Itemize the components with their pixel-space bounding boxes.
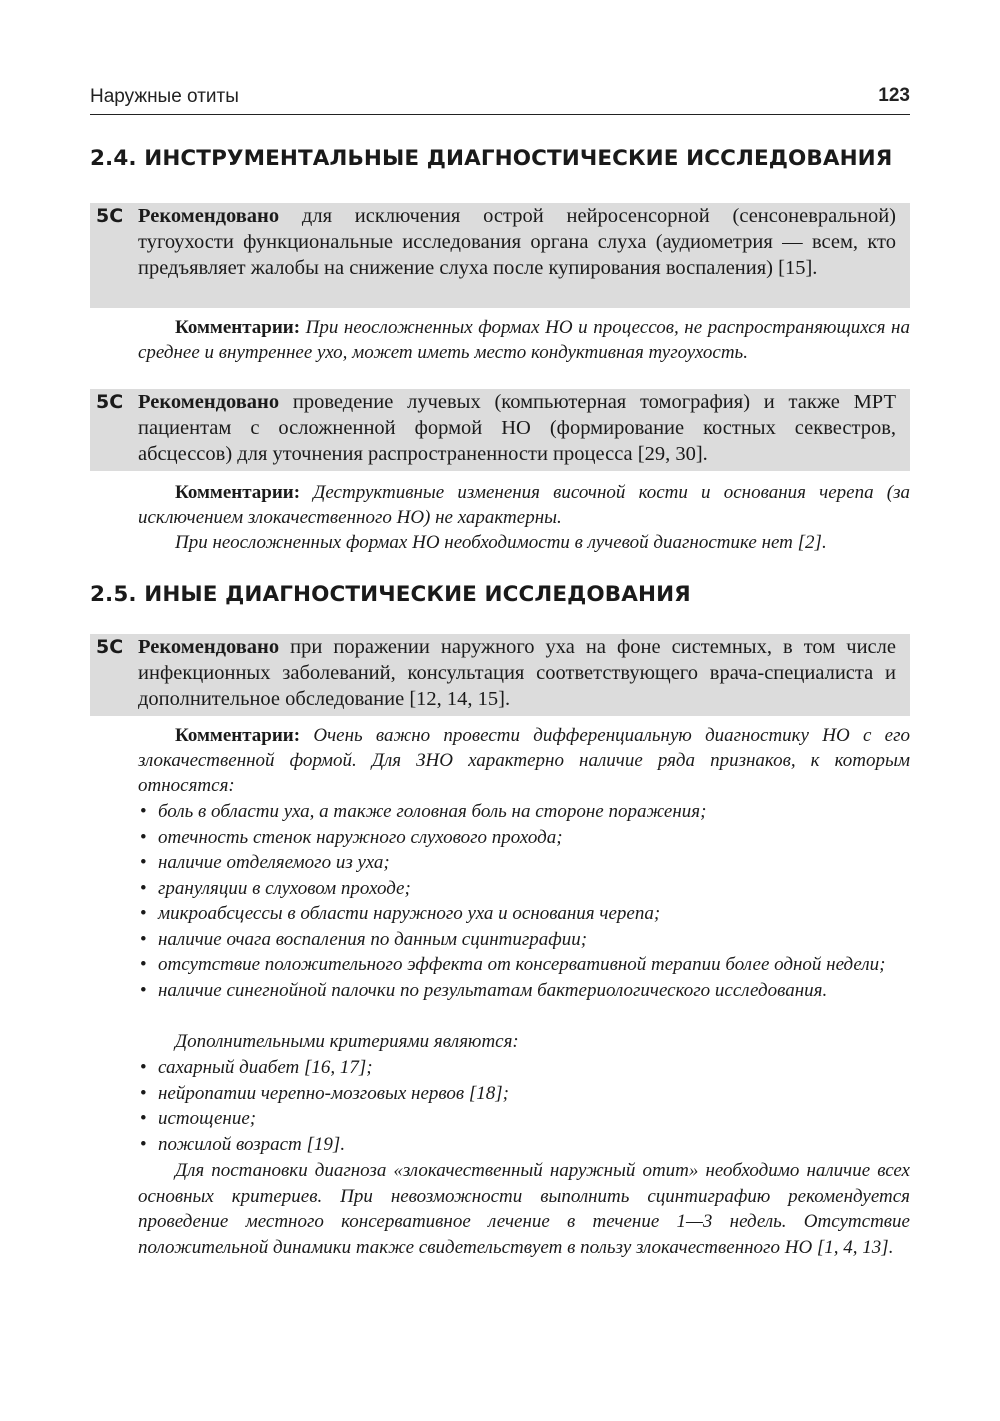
recommendation-box-1 [90,203,910,308]
page-number: 123 [878,85,910,106]
running-header [90,84,910,115]
list-item: • грануляции в слуховом проходе; [138,876,910,902]
list-item: • отечность стенок наружного слухового прохода; [138,825,910,851]
comment-body: Очень важно провести дифференциальную диагностику НО с его злокачественной формой. Для ЗНО характерно наличие ряда признаков, к которым относятся: [138,725,910,796]
list-item: • нейропатии черепно-мозговых нервов [18]; [138,1081,910,1107]
evidence-level-badge: 5C [96,391,124,413]
list-item: • истощение; [138,1106,910,1132]
list-item: • пожилой возраст [19]. [138,1132,910,1158]
recommendation-text [138,634,896,712]
list-item: • наличие отделяемого из уха; [138,850,910,876]
comment-body: При неосложненных формах НО и процессов, не распространяющихся на среднее и внутреннее ухо, может иметь место кондуктивная тугоухость. [138,317,910,363]
running-title: Наружные отиты [90,86,239,107]
list-item: • наличие очага воспаления по данным сцинтиграфии; [138,927,910,953]
section-heading-2-5: 2.5. ИНЫЕ ДИАГНОСТИЧЕСКИЕ ИССЛЕДОВАНИЯ [90,582,691,607]
section-heading-2-4: 2.4. ИНСТРУМЕНТАЛЬНЫЕ ДИАГНОСТИЧЕСКИЕ ИССЛЕДОВАНИЯ [90,146,893,171]
recommendation-text [138,203,896,281]
recommendation-body: проведение лучевых (компьютерная томография) и также МРТ пациентам с осложненной формой НО (формирование костных секвестров, абсцессов) для уточнения распространенности процесса [29, 30]. [138,391,896,465]
comment-lead: Комментарии: [175,317,301,338]
list-item: • микроабсцессы в области наружного уха и основания черепа; [138,901,910,927]
recommendation-text [138,389,896,467]
recommendation-body: для исключения острой нейросенсорной (сенсоневральной) тугоухости функциональные исследования органа слуха (аудиометрия — всем, кто предъявляет жалобы на снижение слуха после купирования воспаления) [15]. [138,205,896,279]
list-item: • боль в области уха, а также головная боль на стороне поражения; [138,799,910,825]
list-item: • наличие синегнойной палочки по результатам бактериологического исследования. [138,978,910,1004]
recommendation-body: при поражении наружного уха на фоне системных, в том числе инфекционных заболеваний, консультация соответствующего врача-специалиста и дополнительное обследование [12, 14, 15]. [138,636,896,710]
additional-criteria-intro: Дополнительными критериями являются: [175,1031,519,1052]
evidence-level-badge: 5C [96,636,124,658]
list-item: • сахарный диабет [16, 17]; [138,1055,910,1081]
evidence-level-badge: 5C [96,205,124,227]
closing-paragraph: Для постановки диагноза «злокачественный наружный отит» необходимо наличие всех основных критериев. При невозможности выполнить сцинтиграфию рекомендуется проведение местного консервативное лечение в течение 1—3 недель. Отсутствие положительной динамики также свидетельствует в пользу злокачественного НО [1, 4, 13]. [138,1160,910,1258]
comment-lead: Комментарии: [175,482,301,503]
comment-1 [138,315,910,365]
list-item: • отсутствие положительного эффекта от консервативной терапии более одной недели; [138,952,910,978]
additional-criteria-list [138,1055,910,1157]
comment-3 [138,723,910,798]
recommendation-box-2 [90,389,910,471]
comment-lead: Комментарии: [175,725,301,746]
recommendation-box-3 [90,634,910,716]
comment-2-continued: При неосложненных формах НО необходимости в лучевой диагностике нет [2]. [175,532,827,553]
recommendation-lead: Рекомендовано [138,391,280,413]
diagnostic-signs-list [138,799,910,1003]
comment-body: Деструктивные изменения височной кости и основания черепа (за исключением злокачественного НО) не характерны. [138,482,910,528]
recommendation-lead: Рекомендовано [138,205,280,227]
recommendation-lead: Рекомендовано [138,636,280,658]
comment-2 [138,480,910,530]
